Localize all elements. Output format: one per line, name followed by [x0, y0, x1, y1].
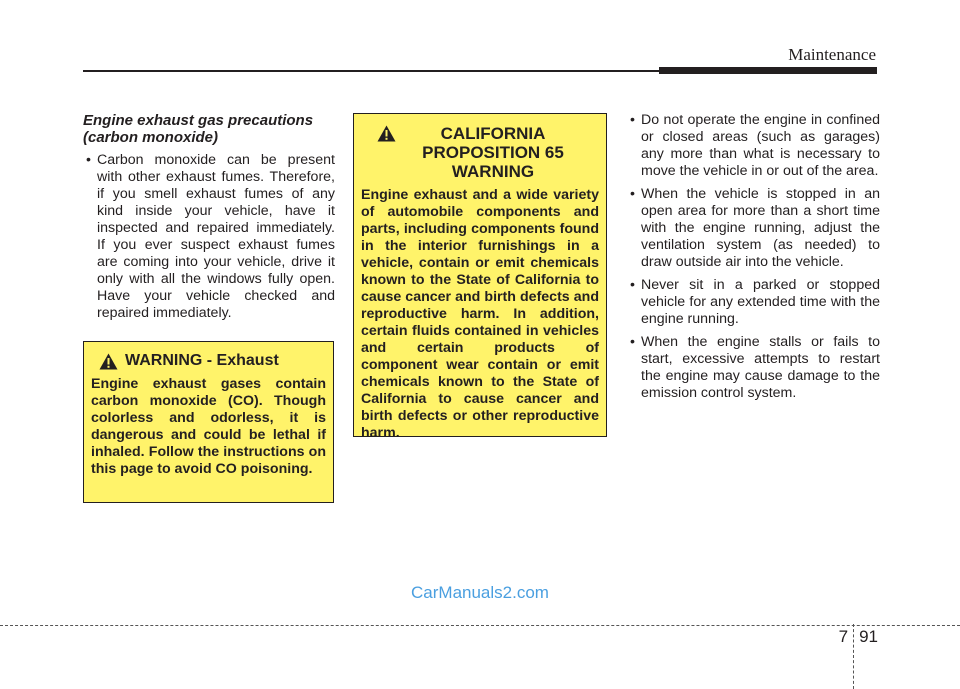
exhaust-warning-title: WARNING [125, 352, 203, 369]
page-number-divider [853, 624, 854, 689]
exhaust-warning-header [99, 352, 326, 370]
header-bar [659, 67, 877, 74]
list-item: • Do not operate the engine in confined or closed areas (such as garages) any more than what is necessary to move the vehicle in or out of the area. [627, 112, 880, 180]
header-rule [83, 70, 659, 72]
footer-rule [0, 625, 960, 626]
california-warning-title: CALIFORNIA PROPOSITION 65 WARNING [422, 124, 564, 181]
right-column [627, 112, 880, 408]
watermark-link[interactable]: CarManuals2.com [411, 583, 549, 602]
list-item: • When the vehicle is stopped in an open area for more than a short time with the engine running, adjust the ventilation system (as needed) to draw outside air into the vehicle. [627, 186, 880, 271]
california-warning-header [361, 124, 599, 181]
list-item: • Never sit in a parked or stopped vehicle for any extended time with the engine running. [627, 277, 880, 328]
exhaust-warning-body: Engine exhaust gases contain carbon monoxide (CO). Though colorless and odorless, it is dangerous and could be lethal if inhaled. Follow the instructions on this page to avoid CO poisoning. [91, 376, 326, 477]
left-bullet-list [83, 152, 335, 322]
right-bullet-list [627, 112, 880, 402]
exhaust-warning-subtitle: - Exhaust [202, 352, 279, 369]
california-warning-box [353, 113, 607, 441]
california-warning-body: Engine exhaust and a wide variety of automobile components and parts, including components found in the interior furnishings in a vehicle, contain or emit chemicals known to the State of California to cause cancer and birth defects and reproductive harm. In addition, certain fluids contained in vehicles and certain products of component wear contain or emit chemicals known to the State of California to cause cancer and birth defects or other reproductive harm. [361, 187, 599, 441]
list-item: • Carbon monoxide can be present with other exhaust fumes. Therefore, if you smell exhaust fumes of any kind inside your vehicle, have it inspected and repaired immediately. If you ever suspect exhaust fumes are coming into your vehicle, drive it only with all the windows fully open. Have your vehicle checked and repaired immediately. [83, 152, 335, 322]
page-number-value: 91 [859, 627, 878, 646]
warning-triangle-icon [99, 353, 118, 370]
warning-triangle-icon [377, 125, 396, 142]
page-number [839, 624, 878, 689]
list-item: • When the engine stalls or fails to start, excessive attempts to restart the engine may cause damage to the emission control system. [627, 334, 880, 402]
section-subheading: Engine exhaust gas precautions (carbon monoxide) [83, 112, 314, 146]
chapter-number: 7 [838, 627, 849, 646]
section-title: Maintenance [788, 45, 876, 64]
exhaust-warning-box [83, 341, 334, 503]
left-column [83, 112, 335, 328]
